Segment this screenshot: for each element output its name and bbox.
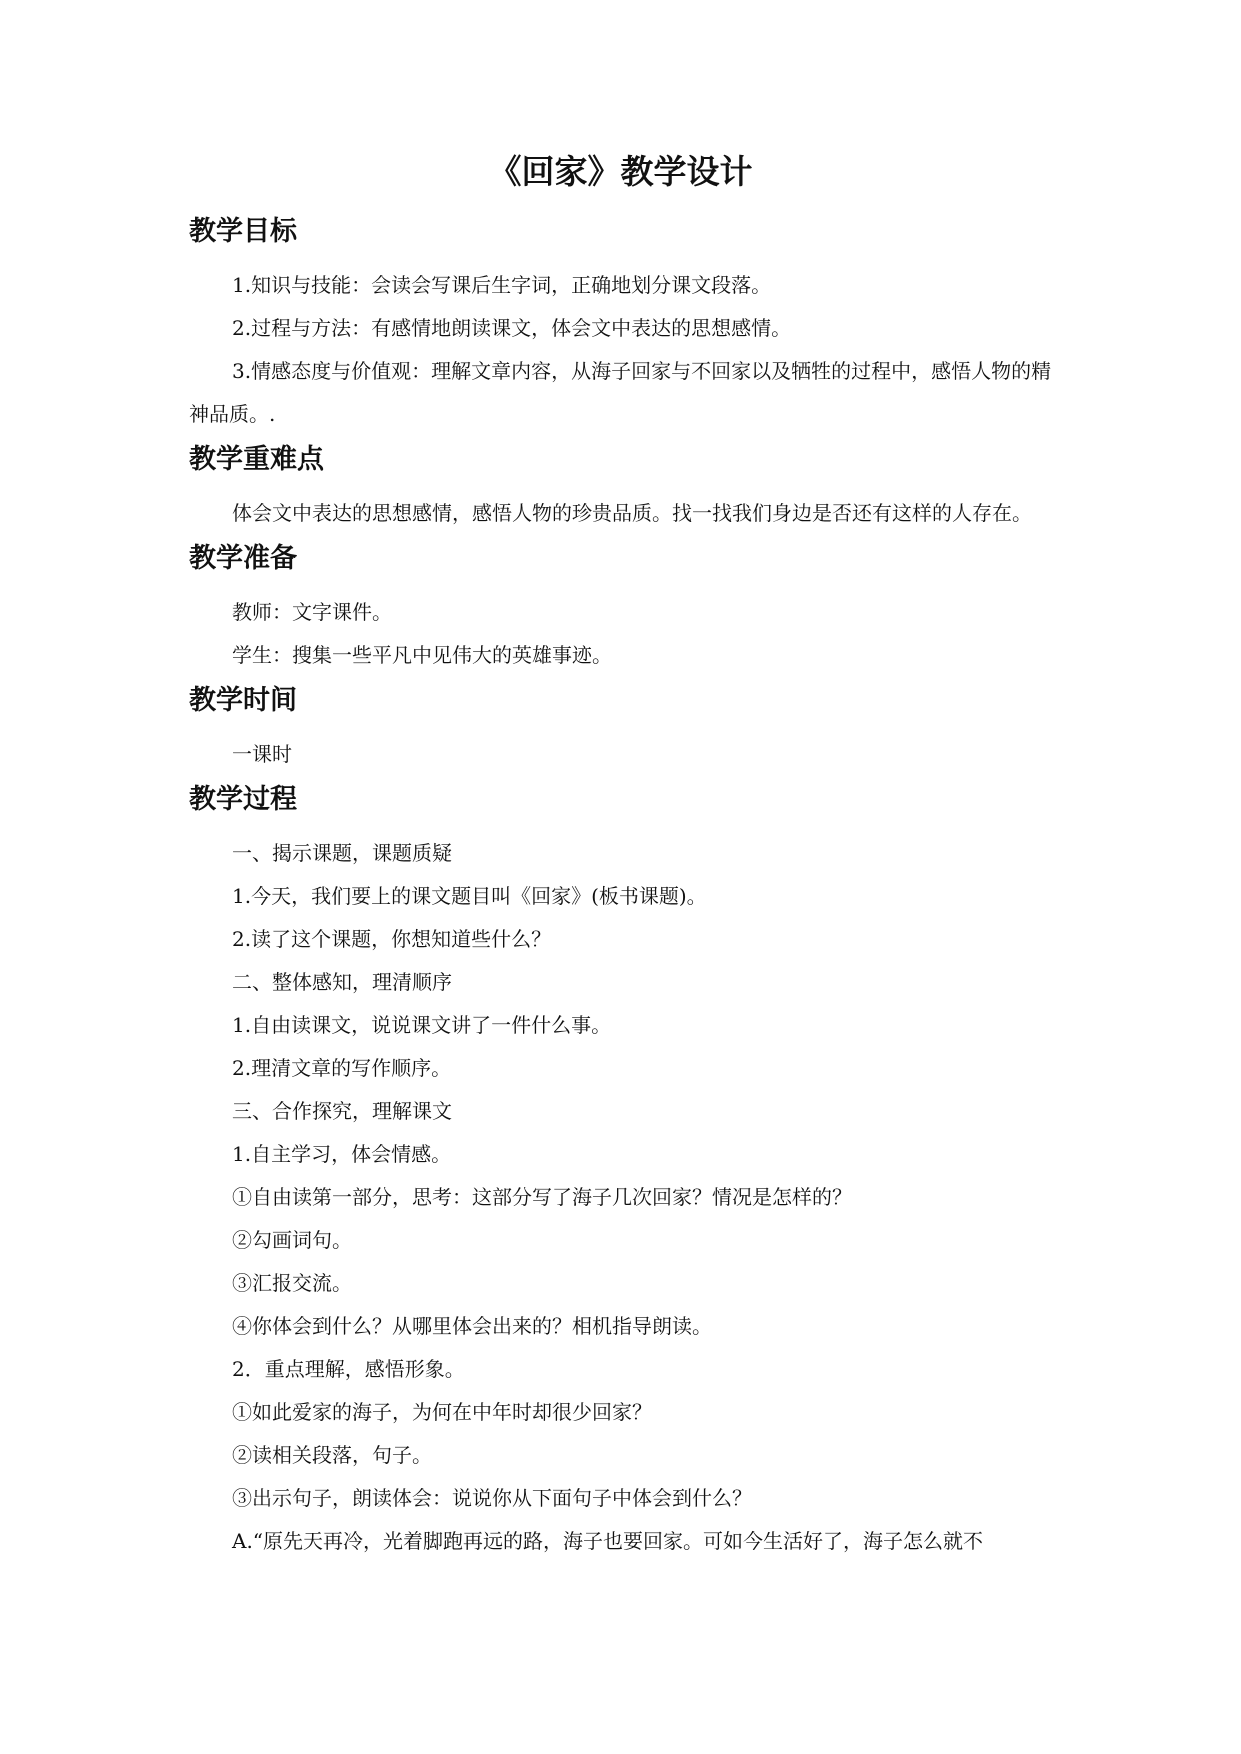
section-teaching-goals [189, 212, 1055, 436]
paragraph: ②读相关段落，句子。 [232, 1443, 432, 1467]
paragraph: ③汇报交流。 [232, 1271, 352, 1295]
paragraph: ①自由读第一部分，思考：这部分写了海子几次回家？情况是怎样的？ [232, 1185, 852, 1209]
paragraph: 三、合作探究，理解课文 [232, 1099, 452, 1123]
section-teaching-time [189, 681, 1055, 776]
section-preparation [189, 539, 1055, 677]
paragraph: 1.今天，我们要上的课文题目叫《回家》(板书课题)。 [232, 884, 707, 908]
section-teaching-process [189, 780, 1055, 1563]
paragraph: A.“原先天再冷，光着脚跑再远的路，海子也要回家。可如今生活好了，海子怎么就不 [232, 1529, 984, 1553]
document-body [189, 212, 1055, 1567]
paragraph: 一课时 [232, 742, 292, 766]
paragraph: ③出示句子，朗读体会：说说你从下面句子中体会到什么？ [232, 1486, 752, 1510]
section-heading: 教学重难点 [189, 444, 324, 475]
paragraph: ①如此爱家的海子，为何在中年时却很少回家？ [232, 1400, 652, 1424]
paragraph: 3.情感态度与价值观：理解文章内容，从海子回家与不回家以及牺牲的过程中，感悟人物的精神品质。. [189, 359, 1052, 426]
paragraph: 1.自由读课文，说说课文讲了一件什么事。 [232, 1013, 612, 1037]
section-heading: 教学时间 [189, 685, 297, 716]
page-title: 《回家》教学设计 [488, 152, 753, 191]
paragraph: 2．重点理解，感悟形象。 [232, 1357, 465, 1381]
paragraph: 教师：文字课件。 [232, 600, 392, 624]
section-heading: 教学目标 [189, 216, 297, 247]
section-heading: 教学准备 [189, 543, 297, 574]
paragraph: 一、揭示课题，课题质疑 [232, 841, 452, 865]
section-heading: 教学过程 [189, 784, 297, 815]
paragraph: 1.知识与技能：会读会写课后生字词，正确地划分课文段落。 [232, 273, 772, 297]
paragraph: 1.自主学习，体会情感。 [232, 1142, 452, 1166]
paragraph: ④你体会到什么？从哪里体会出来的？相机指导朗读。 [232, 1314, 712, 1338]
paragraph: 2.读了这个课题，你想知道些什么？ [232, 927, 552, 951]
paragraph: 二、整体感知，理清顺序 [232, 970, 452, 994]
section-key-points [189, 440, 1055, 535]
paragraph: 2.理清文章的写作顺序。 [232, 1056, 452, 1080]
paragraph: ②勾画词句。 [232, 1228, 352, 1252]
paragraph: 2.过程与方法：有感情地朗读课文，体会文中表达的思想感情。 [232, 316, 792, 340]
paragraph: 体会文中表达的思想感情，感悟人物的珍贵品质。找一找我们身边是否还有这样的人存在。 [232, 501, 1032, 525]
paragraph: 学生：搜集一些平凡中见伟大的英雄事迹。 [232, 643, 612, 667]
